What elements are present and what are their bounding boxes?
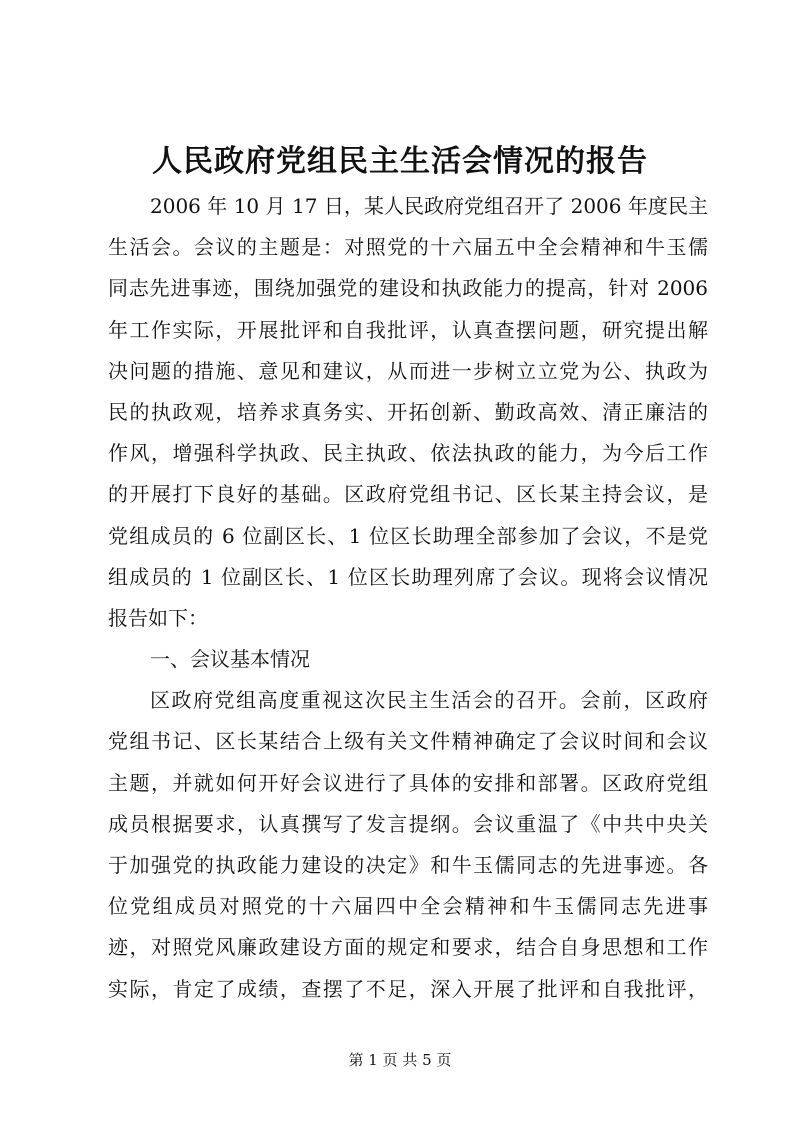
paragraph-line: 位党组成员对照党的十六届四中全会精神和牛玉儒同志先进事 xyxy=(108,894,708,919)
paragraph-line: 组成员的 1 位副区长、1 位区长助理列席了会议。现将会议情况 xyxy=(108,564,708,589)
paragraph-line: 实际，肯定了成绩，查摆了不足，深入开展了批评和自我批评， xyxy=(108,976,708,1001)
document-body xyxy=(108,186,708,1010)
paragraph-line: 于加强党的执政能力建设的决定》和牛玉儒同志的先进事迹。各 xyxy=(108,853,708,877)
paragraph-line: 主题，并就如何开好会议进行了具体的安排和部署。区政府党组 xyxy=(108,770,708,795)
paragraph-line: 党组书记、区长某结合上级有关文件精神确定了会议时间和会议 xyxy=(108,729,708,754)
paragraph-line: 党组成员的 6 位副区长、1 位区长助理全部参加了会议，不是党 xyxy=(108,523,708,548)
paragraph-line: 年工作实际，开展批评和自我批评，认真查摆问题，研究提出解 xyxy=(108,317,708,342)
paragraph-line: 成员根据要求，认真撰写了发言提纲。会议重温了《中共中央关 xyxy=(108,811,708,836)
paragraph-line: 决问题的措施、意见和建议，从而进一步树立立党为公、执政为 xyxy=(108,358,708,383)
paragraph-line: 迹，对照党风廉政建设方面的规定和要求，结合自身思想和工作 xyxy=(108,935,708,960)
paragraph-line: 的开展打下良好的基础。区政府党组书记、区长某主持会议，是 xyxy=(108,482,708,507)
paragraph-line: 作风，增强科学执政、民主执政、依法执政的能力，为今后工作 xyxy=(108,441,708,466)
paragraph-line: 区政府党组高度重视这次民主生活会的召开。会前，区政府 xyxy=(150,688,708,713)
paragraph-line: 民的执政观，培养求真务实、开拓创新、勤政高效、清正廉洁的 xyxy=(108,399,708,424)
paragraph-line: 2006 年 10 月 17 日，某人民政府党组召开了 2006 年度民主 xyxy=(150,194,708,218)
paragraph-line: 生活会。会议的主题是：对照党的十六届五中全会精神和牛玉儒 xyxy=(108,235,708,260)
section-heading: 一、会议基本情况 xyxy=(150,647,310,672)
paragraph-line: 同志先进事迹，围绕加强党的建设和执政能力的提高，针对 2006 xyxy=(108,276,708,301)
document-title: 人民政府党组民主生活会情况的报告 xyxy=(152,144,648,179)
paragraph-line: 报告如下： xyxy=(108,605,208,630)
page-number: 第 1 页 共 5 页 xyxy=(348,1051,452,1069)
